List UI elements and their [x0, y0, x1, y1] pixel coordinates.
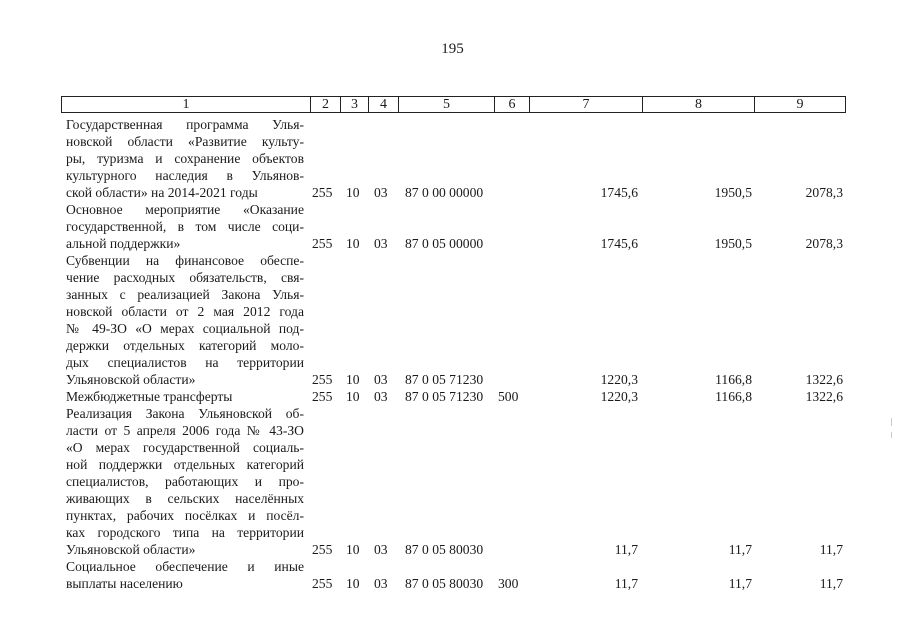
code-cell: 255	[312, 576, 333, 591]
description-line: ры, туризма и сохранение объектов	[66, 151, 304, 166]
amount-cell-col9: 11,7	[819, 576, 843, 591]
amount-cell-col9: 2078,3	[805, 236, 843, 251]
row-description	[66, 116, 304, 201]
target-code-cell: 87 0 05 71230	[405, 389, 484, 404]
description-line: Ульяновской области»	[66, 372, 196, 387]
subsection-cell: 03	[374, 542, 388, 557]
amount-cell-col8: 11,7	[728, 576, 752, 591]
row-description	[66, 558, 304, 592]
section-cell: 10	[346, 542, 360, 557]
amount-cell-col8: 1950,5	[714, 236, 752, 251]
subsection-cell: 03	[374, 389, 388, 404]
description-line: культурного наследия в Ульянов-	[66, 168, 304, 183]
description-line: держки отдельных категорий моло-	[66, 338, 304, 353]
header-cell-6: 6	[494, 97, 529, 112]
description-line: альной поддержки»	[66, 236, 181, 251]
expense-type-cell: 500	[498, 389, 519, 404]
code-cell: 255	[312, 389, 333, 404]
description-line: ласти от 5 апреля 2006 года № 43-ЗО	[66, 423, 304, 438]
target-code-cell: 87 0 00 00000	[405, 185, 484, 200]
description-line: государственной, в том числе соци-	[66, 219, 304, 234]
description-line: специалистов, работающих и про-	[66, 474, 304, 489]
code-cell: 255	[312, 236, 333, 251]
code-cell: 255	[312, 542, 333, 557]
amount-cell-col9: 1322,6	[805, 372, 843, 387]
header-cell-4: 4	[368, 97, 398, 112]
section-cell: 10	[346, 389, 360, 404]
header-cell-1: 1	[182, 97, 190, 112]
header-cell-5: 5	[398, 97, 494, 112]
description-line: ках городского типа на территории	[66, 525, 304, 540]
description-line: дых специалистов на территории	[66, 355, 304, 370]
description-line: новской области от 2 мая 2012 года	[66, 304, 304, 319]
subsection-cell: 03	[374, 236, 388, 251]
amount-cell-col7: 1220,3	[600, 389, 638, 404]
header-cell-9: 9	[754, 97, 845, 112]
amount-cell-col8: 1166,8	[715, 372, 752, 387]
subsection-cell: 03	[374, 185, 388, 200]
header-cell-8: 8	[642, 97, 754, 112]
description-line: Ульяновской области»	[66, 542, 196, 557]
subsection-cell: 03	[374, 372, 388, 387]
description-line: ной поддержки отдельных категорий	[66, 457, 304, 472]
row-description	[66, 252, 304, 388]
subsection-cell: 03	[374, 576, 388, 591]
expense-type-cell: 300	[498, 576, 519, 591]
scan-mark	[891, 418, 892, 426]
amount-cell-col7: 1745,6	[600, 185, 638, 200]
section-cell: 10	[346, 372, 360, 387]
section-cell: 10	[346, 576, 360, 591]
row-description	[66, 388, 304, 405]
header-cell-2: 2	[310, 97, 340, 112]
header-cell-7: 7	[529, 97, 642, 112]
target-code-cell: 87 0 05 71230	[405, 372, 484, 387]
section-cell: 10	[346, 236, 360, 251]
amount-cell-col7: 1745,6	[600, 236, 638, 251]
description-line: Социальное обеспечение и иные	[66, 559, 304, 574]
page-number: 195	[441, 41, 464, 57]
description-line: «О мерах государственной социаль-	[66, 440, 304, 455]
description-line: Реализация Закона Ульяновской об-	[66, 406, 304, 421]
description-line: чение расходных обязательств, свя-	[66, 270, 304, 285]
row-description	[66, 201, 304, 252]
code-cell: 255	[312, 185, 333, 200]
amount-cell-col9: 11,7	[819, 542, 843, 557]
description-line: Государственная программа Улья-	[66, 117, 304, 132]
scan-mark	[891, 432, 892, 438]
description-line: Основное мероприятие «Оказание	[66, 202, 304, 217]
code-cell: 255	[312, 372, 333, 387]
description-line: Субвенции на финансовое обеспе-	[66, 253, 304, 268]
description-line: новской области «Развитие культу-	[66, 134, 304, 149]
amount-cell-col8: 1166,8	[715, 389, 752, 404]
amount-cell-col8: 1950,5	[714, 185, 752, 200]
amount-cell-col7: 11,7	[614, 576, 638, 591]
amount-cell-col9: 2078,3	[805, 185, 843, 200]
amount-cell-col9: 1322,6	[805, 389, 843, 404]
description-line: пунктах, рабочих посёлках и посёл-	[66, 508, 304, 523]
description-line: № 49-ЗО «О мерах социальной под-	[66, 321, 304, 336]
description-line: выплаты населению	[66, 576, 183, 591]
table-header-row	[61, 96, 846, 113]
amount-cell-col8: 11,7	[728, 542, 752, 557]
target-code-cell: 87 0 05 80030	[405, 542, 484, 557]
description-line: Межбюджетные трансферты	[66, 389, 233, 404]
amount-cell-col7: 1220,3	[600, 372, 638, 387]
row-description	[66, 405, 304, 558]
header-cell-3: 3	[340, 97, 368, 112]
section-cell: 10	[346, 185, 360, 200]
description-line: занных с реализацией Закона Улья-	[66, 287, 304, 302]
target-code-cell: 87 0 05 00000	[405, 236, 484, 251]
description-line: живающих в сельских населённых	[66, 491, 304, 506]
amount-cell-col7: 11,7	[614, 542, 638, 557]
description-line: ской области» на 2014-2021 годы	[66, 185, 258, 200]
target-code-cell: 87 0 05 80030	[405, 576, 484, 591]
